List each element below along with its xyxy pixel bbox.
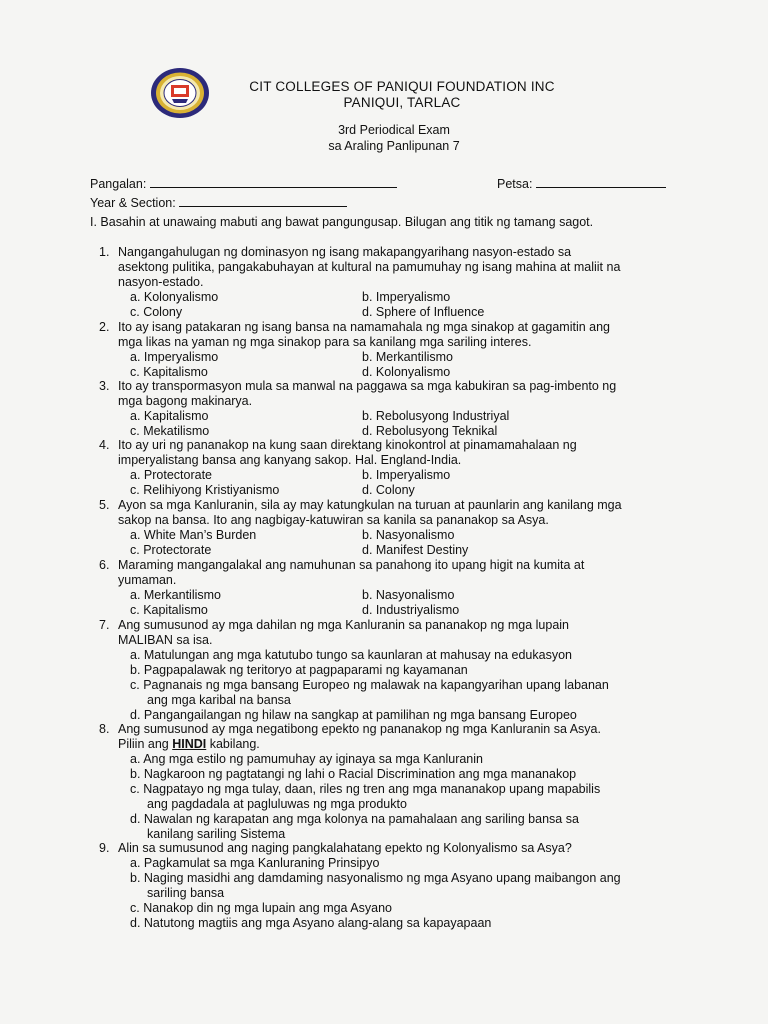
name-label: Pangalan:: [90, 177, 147, 191]
answer-choice-continuation[interactable]: sariling bansa: [147, 886, 225, 900]
question-text-line: sakop na bansa. Ito ang nagbigay-katuwiran sa kanila sa pananakop sa Asya.: [118, 513, 549, 527]
question-text-line: mga likas na yaman ng mga sinakop para sa kanilang mga sariling interes.: [118, 335, 532, 349]
answer-choice[interactable]: b. Rebolusyong Industriyal: [362, 409, 510, 423]
answer-choice[interactable]: d. Rebolusyong Teknikal: [362, 424, 498, 438]
question-number: 2.: [99, 320, 110, 334]
question-text-line: yumaman.: [118, 573, 177, 587]
answer-choice[interactable]: c. Mekatilismo: [130, 424, 210, 438]
question-number: 9.: [99, 841, 110, 855]
date-label: Petsa:: [497, 177, 533, 191]
answer-choice[interactable]: c. Relihiyong Kristiyanismo: [130, 483, 280, 497]
question-text-line: Ito ay transpormasyon mula sa manwal na paggawa sa mga kabukiran sa pag-imbento ng: [118, 379, 617, 393]
answer-choice[interactable]: c. Pagnanais ng mga bansang Europeo ng malawak na kapangyarihan upang labanan: [130, 678, 609, 692]
answer-choice[interactable]: b. Imperyalismo: [362, 290, 451, 304]
answer-choice[interactable]: b. Naging masidhi ang damdaming nasyonalismo ng mga Asyano upang maibangon ang: [130, 871, 621, 885]
question-text-line: MALIBAN sa isa.: [118, 633, 213, 647]
answer-choice[interactable]: d. Sphere of Influence: [362, 305, 485, 319]
question-text-line: Ang sumusunod ay mga negatibong epekto ng pananakop ng mga Kanluranin sa Asya.: [118, 722, 601, 736]
question-number: 6.: [99, 558, 110, 572]
question-text-line: asektong pulitika, pangakabuhayan at kultural na pamumuhay ng isang mahina at maliit na: [118, 260, 621, 274]
date-field[interactable]: [497, 176, 666, 191]
question-text-line: Ang sumusunod ay mga dahilan ng mga Kanluranin sa pananakop ng mga lupain: [118, 618, 570, 632]
answer-choice[interactable]: c. Nagpatayo ng mga tulay, daan, riles ng tren ang mga mananakop upang mapabilis: [130, 782, 601, 796]
answer-choice[interactable]: c. Kapitalismo: [130, 365, 208, 379]
question-text-line: [118, 737, 678, 752]
question-number: 4.: [99, 438, 110, 452]
question-number: 8.: [99, 722, 110, 736]
answer-choice[interactable]: d. Nawalan ng karapatan ang mga kolonya na pamahalaan ang sariling bansa sa: [130, 812, 579, 826]
answer-choice[interactable]: a. Kolonyalismo: [130, 290, 219, 304]
answer-choice[interactable]: a. Imperyalismo: [130, 350, 219, 364]
answer-choice[interactable]: a. Merkantilismo: [130, 588, 221, 602]
answer-choice[interactable]: b. Merkantilismo: [362, 350, 453, 364]
answer-choice[interactable]: b. Nasyonalismo: [362, 528, 455, 542]
exam-title: 3rd Periodical Exam: [338, 123, 450, 137]
answer-choice[interactable]: a. Protectorate: [130, 468, 212, 482]
answer-choice[interactable]: a. Ang mga estilo ng pamumuhay ay iginaya sa mga Kanluranin: [130, 752, 483, 766]
answer-choice[interactable]: d. Industriyalismo: [362, 603, 460, 617]
name-field[interactable]: [90, 176, 397, 191]
section-blank-line[interactable]: [179, 195, 347, 207]
answer-choice[interactable]: a. Matulungan ang mga katutubo tungo sa kaunlaran at mahusay na edukasyon: [130, 648, 572, 662]
question-text-line: mga bagong makinarya.: [118, 394, 253, 408]
answer-choice[interactable]: d. Kolonyalismo: [362, 365, 451, 379]
exam-subject: sa Araling Panlipunan 7: [328, 139, 460, 153]
question-text-line: Ito ay uri ng pananakop na kung saan direktang kinokontrol at pinamamahalaan ng: [118, 438, 577, 452]
question-text-line: Ayon sa mga Kanluranin, sila ay may katungkulan na turuan at paunlarin ang kanilang mga: [118, 498, 622, 512]
q8-post-text: kabilang.: [209, 737, 260, 751]
question-text-line: Ito ay isang patakaran ng isang bansa na namamahala ng mga sinakop at gagamitin ang: [118, 320, 610, 334]
answer-choice[interactable]: b. Nagkaroon ng pagtatangi ng lahi o Racial Discrimination ang mga mananakop: [130, 767, 577, 781]
answer-choice[interactable]: b. Pagpapalawak ng teritoryo at pagpaparami ng kayamanan: [130, 663, 468, 677]
answer-choice[interactable]: c. Colony: [130, 305, 183, 319]
section-label: Year & Section:: [90, 196, 176, 210]
question-number: 3.: [99, 379, 110, 393]
question-number: 5.: [99, 498, 110, 512]
date-blank-line[interactable]: [536, 176, 666, 188]
answer-choice[interactable]: d. Pangangailangan ng hilaw na sangkap at pamilihan ng mga bansang Europeo: [130, 708, 577, 722]
answer-choice-continuation[interactable]: kanilang sariling Sistema: [147, 827, 286, 841]
question-number: 1.: [99, 245, 110, 259]
answer-choice[interactable]: c. Protectorate: [130, 543, 212, 557]
question-text-line: imperyalistang bansa ang kanyang sakop. Hal. England-India.: [118, 453, 462, 467]
section-field[interactable]: [90, 195, 347, 210]
school-location: PANIQUI, TARLAC: [343, 95, 461, 110]
question-number: 7.: [99, 618, 110, 632]
question-text-line: Maraming mangangalakal ang namuhunan sa panahong ito upang higit na kumita at: [118, 558, 585, 572]
instructions: I. Basahin at unawaing mabuti ang bawat pangungusap. Bilugan ang titik ng tamang sagot.: [90, 215, 594, 229]
q8-pre-text: Piliin ang: [118, 737, 169, 751]
answer-choice[interactable]: a. White Man’s Burden: [130, 528, 257, 542]
question-text-line: Alin sa sumusunod ang naging pangkalahatang epekto ng Kolonyalismo sa Asya?: [118, 841, 572, 855]
answer-choice[interactable]: b. Imperyalismo: [362, 468, 451, 482]
answer-choice[interactable]: d. Manifest Destiny: [362, 543, 469, 557]
answer-choice[interactable]: c. Kapitalismo: [130, 603, 208, 617]
answer-choice-continuation[interactable]: ang pagdadala at pagluluwas ng mga produkto: [147, 797, 407, 811]
answer-choice[interactable]: c. Nanakop din ng mga lupain ang mga Asyano: [130, 901, 392, 915]
school-name: CIT COLLEGES OF PANIQUI FOUNDATION INC: [249, 79, 555, 94]
question-text-line: nasyon-estado.: [118, 275, 204, 289]
q8-hindi-emphasis: HINDI: [172, 737, 207, 751]
answer-choice-continuation[interactable]: ang mga karibal na bansa: [147, 693, 291, 707]
answer-choice[interactable]: a. Pagkamulat sa mga Kanluraning Prinsipyo: [130, 856, 380, 870]
name-blank-line[interactable]: [150, 176, 397, 188]
answer-choice[interactable]: a. Kapitalismo: [130, 409, 209, 423]
question-text-line: Nangangahulugan ng dominasyon ng isang makapangyarihang nasyon-estado sa: [118, 245, 572, 259]
answer-choice[interactable]: b. Nasyonalismo: [362, 588, 455, 602]
answer-choice[interactable]: d. Colony: [362, 483, 415, 497]
answer-choice[interactable]: d. Natutong magtiis ang mga Asyano alang-alang sa kapayapaan: [130, 916, 492, 930]
